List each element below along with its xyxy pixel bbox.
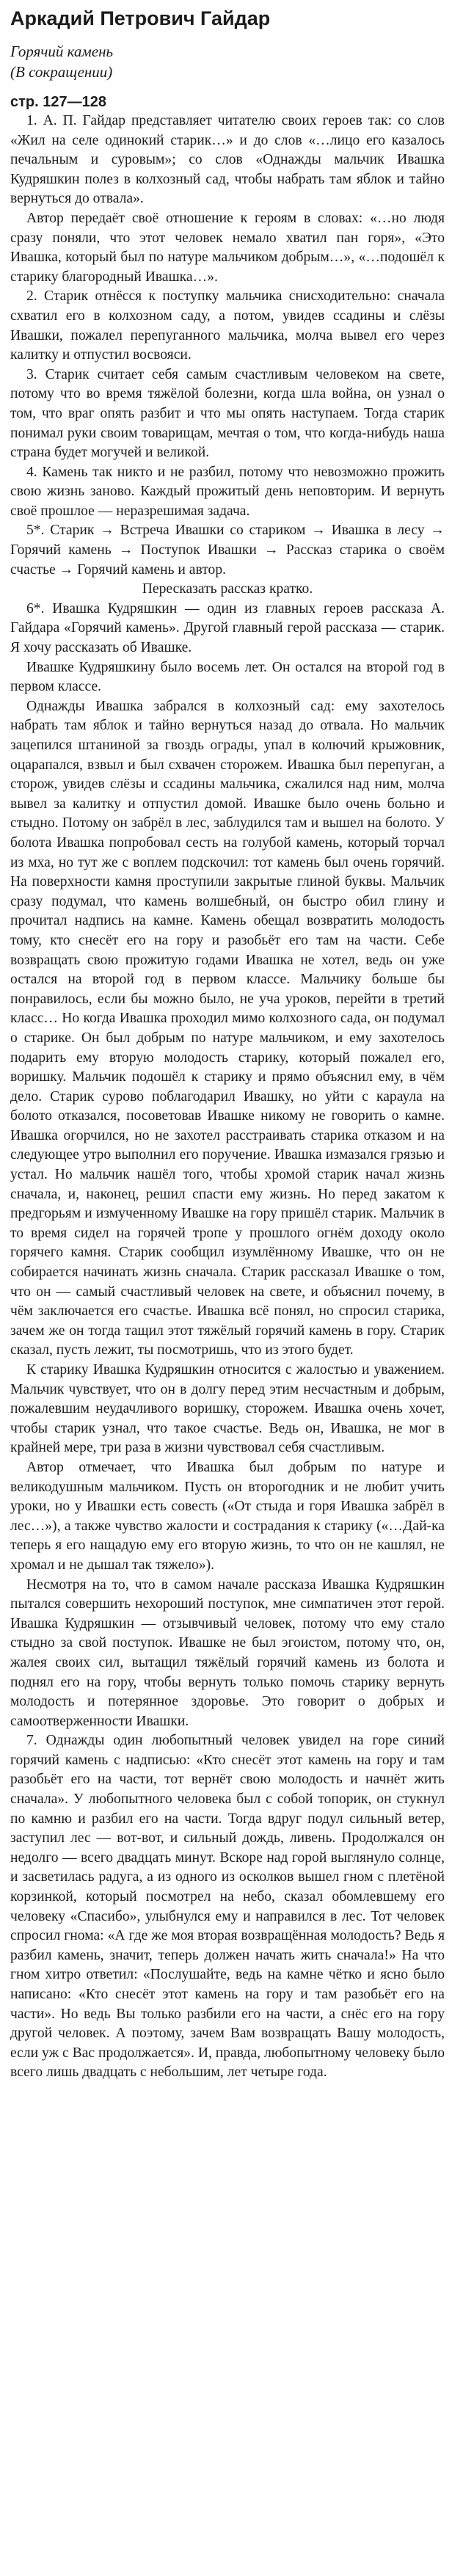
paragraph-answer-4: 4. Камень так никто и не разбил, потому что невозможно прожить свою жизнь заново. Каждый прожитый день неповторим. И вернуть своё прошлое — неразрешимая задача. [10,464,445,519]
paragraph-story-retelling: Однажды Ивашка забрался в колхозный сад: ему захотелось набрать там яблок и тайно вернуться назад до отвала. Но мальчик зацепился штаниной за гвоздь ограды, упал в колючий крыжовник, оцарапался, взвыл и был схвачен сторожем. Ивашка был перепуган, а сторож, увидев слёзы и ссадины мальчика, сжалился над ним, молча вывел за калитку и отпустил домой. Ивашке было очень больно и стыдно. Потому он забрёл в лес, заблудился там и вышел на болото. У болота Ивашка попробовал сесть на голубой камень, который торчал из мха, но тут же с воплем подскочил: тот камень был очень горячий. На поверхности камня проступили закрытые глиной буквы. Мальчик сразу подумал, что камень волшебный, он быстро обил глину и прочитал надпись на камне. Камень обещал возвратить молодость тому, кто снесёт его на гору и разобьёт его там на части. Себе возвращать свою прожитую годами Ивашка не хотел, ведь он уже остался на второй год в первом классе. Мальчику больше бы понравилось, если бы можно было, не уча уроков, перейти в третий класс… Но когда Ивашка проходил мимо колхозного сада, он подумал о старике. Он был добрым по натуре мальчиком, и ему захотелось подарить ему вторую молодость старику, который пожалел его, воришку. Мальчик подошёл к старику и прямо объяснил ему, в чём дело. Старик сурово поблагодарил Ивашку, но уйти с караула на болото отказался, посоветовав Ивашке никому не говорить о камне. Ивашка огорчился, но не захотел расстраивать старика отказом и на следующее утро выполнил его поручение. Ивашка измазался грязью и устал. Но мальчик нашёл того, чтобы хромой старик начал жизнь сначала, и, наконец, решил спасти ему жизнь. Но перед закатом к предгорьям и измученному Ивашке на гору пришёл старик. Мальчик в то время сидел на горячей тропе у прошлого огнём доходу около горячего камня. Старик сообщил изумлённому Ивашке, что он не собирается начинать жизнь сначала. Старик рассказал Ивашке о том, что он — самый счастливый человек на свете, и объяснил почему, в чём заключается его счастье. Ивашка всё понял, но спросил старика, зачем же он тогда тащил этот тяжёлый горячий камень в гору. Старик сказал, пусть лежит, ты посмотришь, что из этого будет. [10,698,445,1358]
paragraph-author-notes: Автор отмечает, что Ивашка был добрым по натуре и великодушным мальчиком. Пусть он второгодник и не любит учить уроки, но у Ивашки есть совесть («От стыда и горя Ивашка забрёл в лес…»), а также чувство жалости и сострадания к старику («…Дай-ка теперь я его нащадую ему его вторую жизнь, то что он не кашлял, не хромал и не дышал так тяжело»). [10,1459,445,1573]
paragraph-answer-5-plan: 5*. Старик → Встреча Ивашки со стариком → Ивашка в лесу → Горячий камень → Поступок Ивашки → Рассказ старика о своём счастье → Горячий камень и автор. [10,523,445,578]
work-subtitle: (В сокращении) [10,63,113,81]
paragraph-answer-1: 1. А. П. Гайдар представляет читателю своих героев так: со слов «Жил на селе одинокий старик…» и до слов «…лицо его казалось печальным и суровым»; со слов «Однажды мальчик Ивашка Кудряшкин полез в колхозный сад, чтобы набрать там яблок и тайно вернуться до отвала». [10,113,445,207]
paragraph-author-attitude: Автор передаёт своё отношение к героям в словах: «…но людя сразу поняли, что этот человек немало хватил пан горя», «Это Ивашка, который был по натуре мальчиком добрым…», «…подошёл к старику благородный Ивашка…». [10,210,445,285]
paragraph-retell-note: Пересказать рассказ кратко. [142,581,313,597]
author-name: Аркадий Петрович Гайдар [10,7,271,29]
paragraph-ivashka-age: Ивашке Кудряшкину было восемь лет. Он остался на второй год в первом классе. [10,659,445,695]
work-title: Горячий камень [10,43,114,60]
document-page [10,6,445,2083]
paragraph-answer-7-story: 7. Однажды один любопытный человек увидел на горе синий горячий камень с надписью: «Кто снесёт этот камень на гору и там разобьёт его на части, тот вернёт свою молодость и начнёт жить сначала». У любопытного человека был с собой топорик, он стукнул по камню и разбил его на части. Тогда вдруг подул сильный ветер, заступил лес — вот-вот, и сильный дождь, ливень. Продолжался он недолго — всего двадцать минут. Вскоре над горой выглянуло солнце, и засветилась радуга, а из одного из осколков вышел гном с плетёной корзинкой, который посмотрел на небо, сказал обомлевшему его человеку «Спасибо», улыбнулся ему и направился в лес. Тот человек спросил гнома: «А где же моя вторая возвращённая молодость? Ведь я разбил камень, значит, теперь должен начать жить сначала!» На что гном хитро ответил: «Послушайте, ведь на камне чётко и ясно было написано: «Кто снесёт этот камень на гору и там разобьёт его на части». Но ведь Вы только разбили его на части, а снёс его на гору другой человек. А поэтому, зачем Вам возвращать Вашу молодость, если уж с Вас продолжается». И, правда, любопытному человеку было всего лишь двадцать с небольшим, лет четыре года. [10,1733,445,2081]
paragraph-answer-3: 3. Старик считает себя самым счастливым человеком на свете, потому что во время тяжёлой болезни, когда шла война, он узнал о том, что враг опять разбит и что мы опять наступаем. Тогда старик понимал руки своим товарищам, мечтая о том, что когда-нибудь наша страна будет могучей и великой. [10,366,445,461]
paragraph-hero-sympathy: Несмотря на то, что в самом начале рассказа Ивашка Кудряшкин пытался совершить нехороший поступок, мне симпатичен этот герой. Ивашка Кудряшкин — отзывчивый человек, потому что ему стало стыдно за свой поступок. Ивашке не был эгоистом, потому что, он, жалея своих сил, вытащил тяжёлый горячий камень из болота и поднял его на гору, чтобы вернуть только помочь старику вернуть молодость и потерянное здоровье. Это говорит о добрых и самоотверженности Ивашки. [10,1576,445,1729]
page-reference: стр. 127—128 [10,94,106,110]
paragraph-answer-2: 2. Старик отнёсся к поступку мальчика снисходительно: сначала схватил его в колхозном саду, а потом, увидев ссадины и слёзы Ивашки, пожалел перепуганного мальчика, молча вывел его через калитку и отпустил восвояси. [10,288,445,363]
paragraph-answer-6-intro: 6*. Ивашка Кудряшкин — один из главных героев рассказа А. Гайдара «Горячий камень». Другой главный герой рассказа — старик. Я хочу рассказать об Ивашке. [10,600,445,656]
paragraph-attitude-to-old-man: К старику Ивашка Кудряшкин относится с жалостью и уважением. Мальчик чувствует, что он в долгу перед этим несчастным и добрым, пожалевшим неудачливого воришку, сторожем. Ивашка очень хочет, чтобы старик узнал, что такое счастье. Ведь он, Ивашка, не мог в крайней мере, три раза в жизни чувствовал себя счастливым. [10,1362,445,1456]
